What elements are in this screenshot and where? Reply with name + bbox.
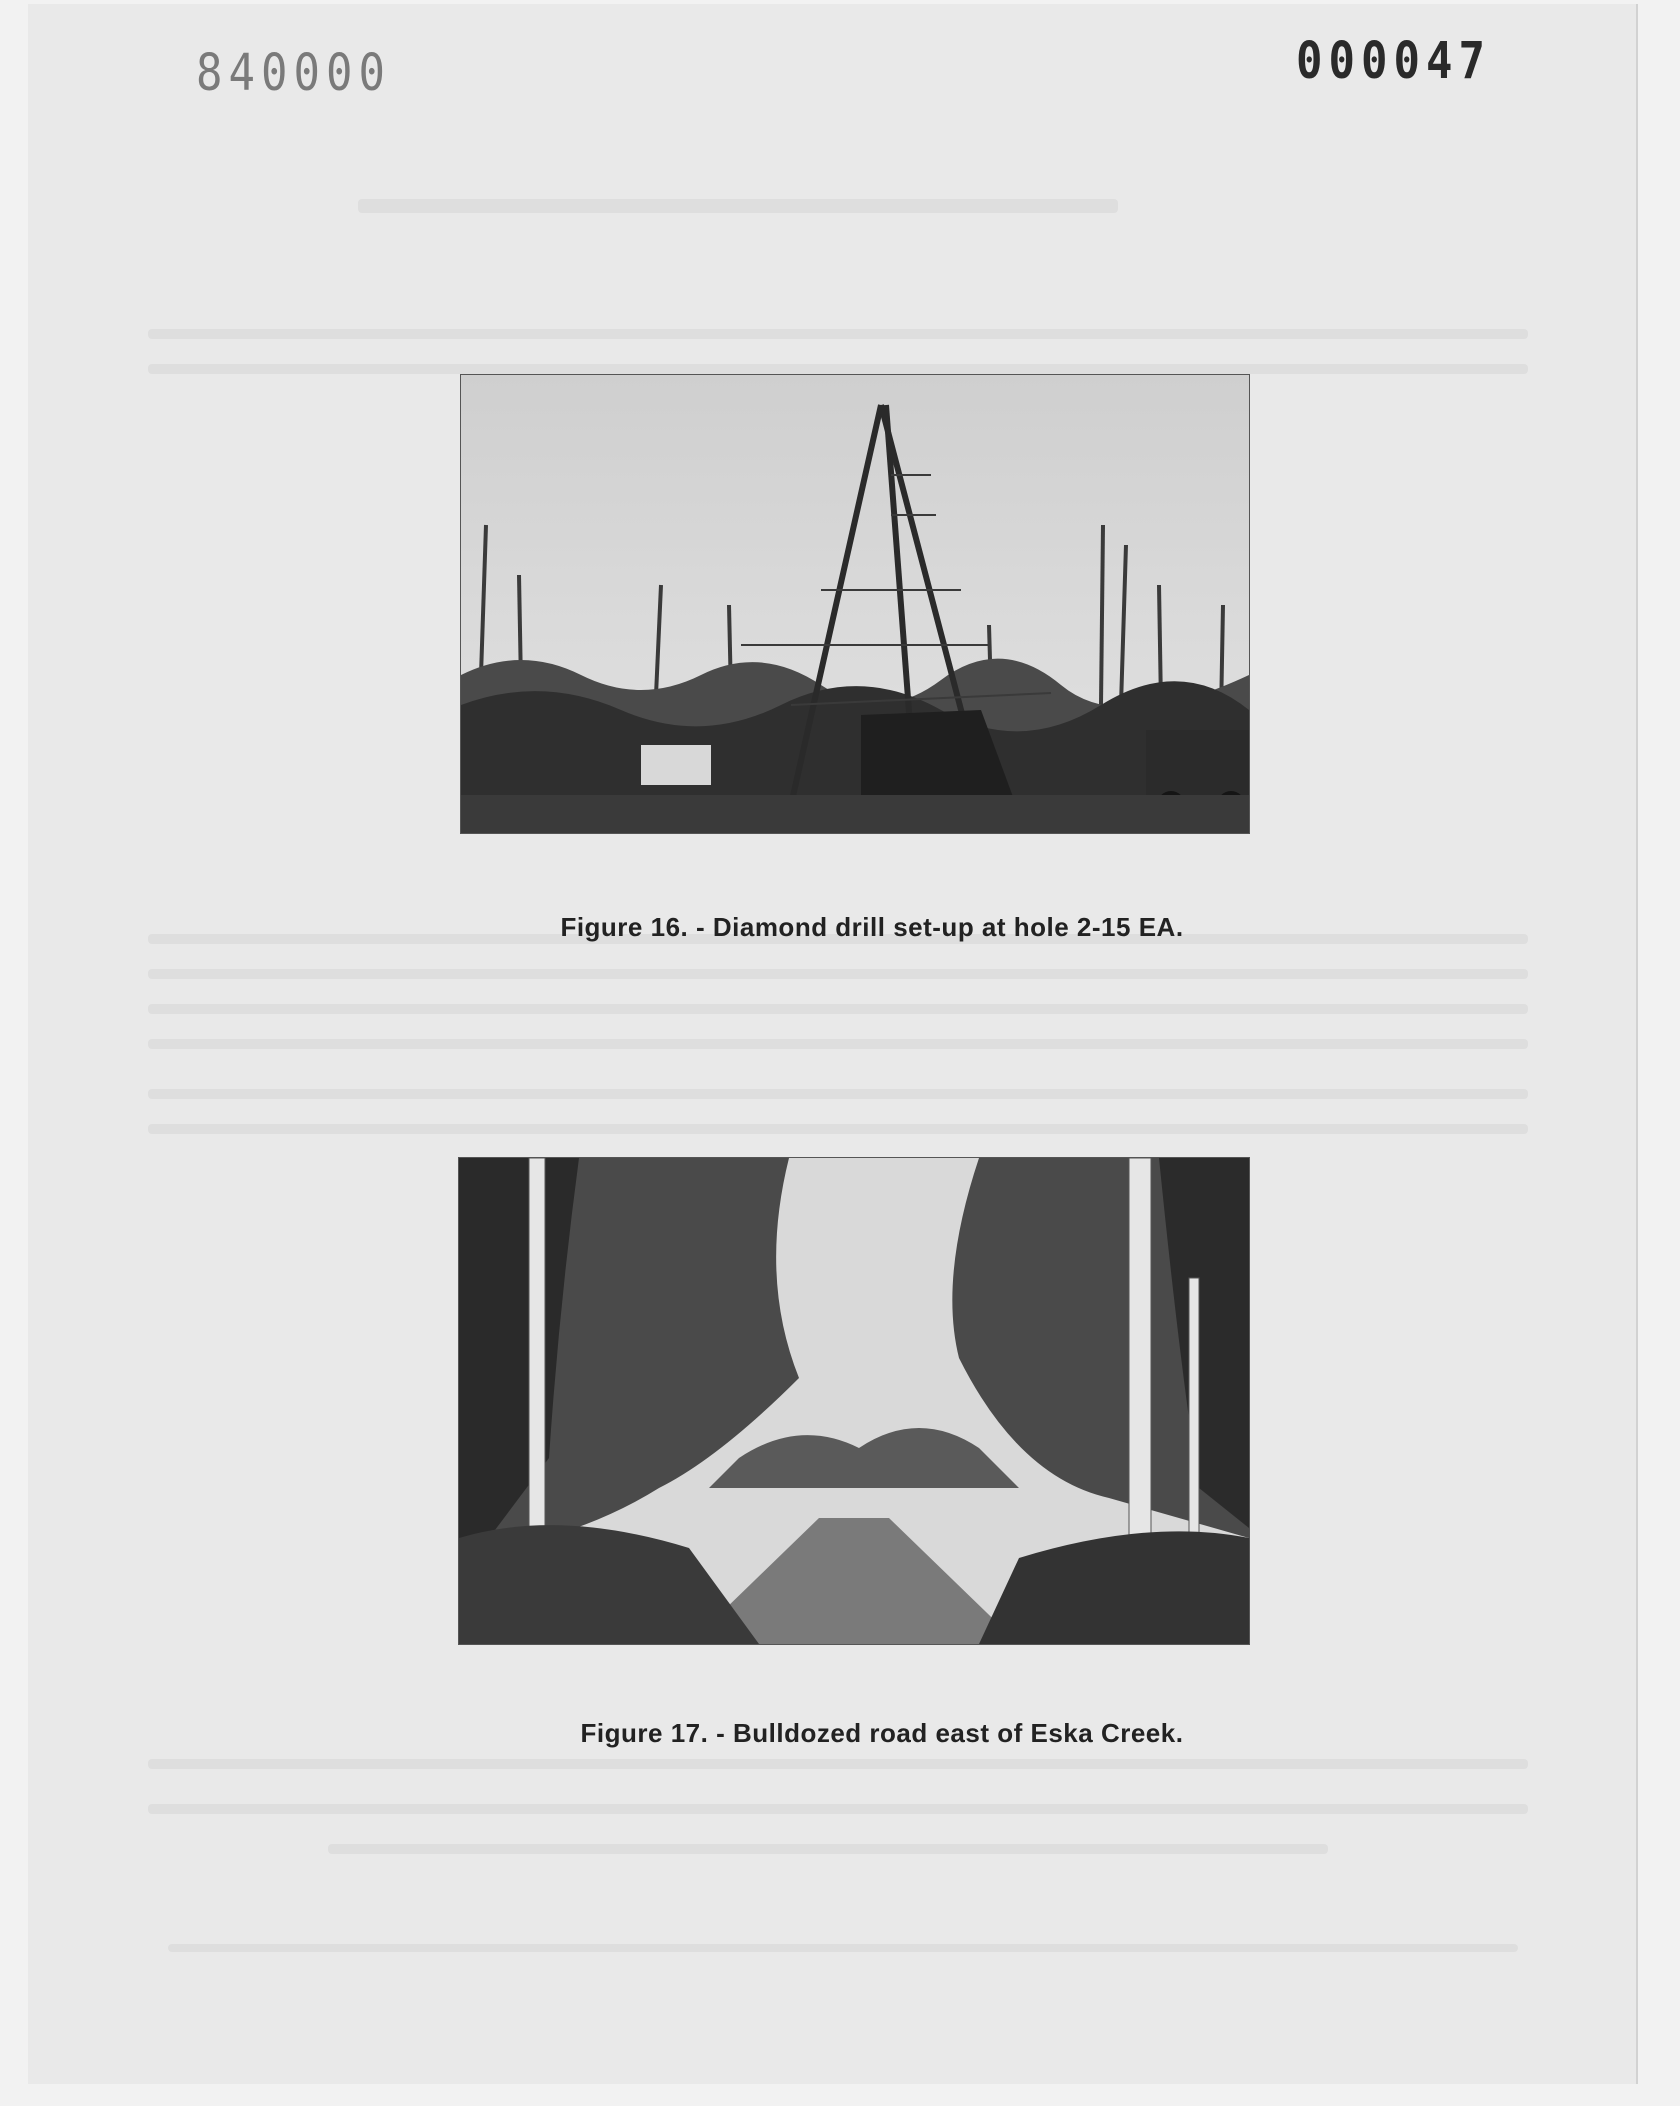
bleed-through-line xyxy=(358,199,1118,213)
bleed-through-line xyxy=(148,329,1528,339)
bleed-through-line xyxy=(148,1089,1528,1099)
bleed-through-line xyxy=(148,1804,1528,1814)
page-number: 000047 xyxy=(1296,32,1491,91)
figure-17-caption: Figure 17. - Bulldozed road east of Eska Creek. xyxy=(580,1718,1184,1748)
figure-17-photo xyxy=(458,1157,1250,1645)
figure-16-caption: Figure 16. - Diamond drill set-up at hole 2-15 EA. xyxy=(560,912,1184,942)
bleed-through-line xyxy=(148,1039,1528,1049)
bleed-through-line xyxy=(148,1759,1528,1769)
figure-16-photo xyxy=(460,374,1250,834)
bleed-through-line xyxy=(148,1124,1528,1134)
bleed-through-line xyxy=(148,969,1528,979)
bleed-through-line xyxy=(148,364,1528,374)
document-page xyxy=(28,4,1638,2084)
bleed-through-line xyxy=(148,1004,1528,1014)
bleed-through-line xyxy=(168,1944,1518,1952)
page-number-mirrored: 840000 xyxy=(196,44,391,103)
bleed-through-line xyxy=(328,1844,1328,1854)
